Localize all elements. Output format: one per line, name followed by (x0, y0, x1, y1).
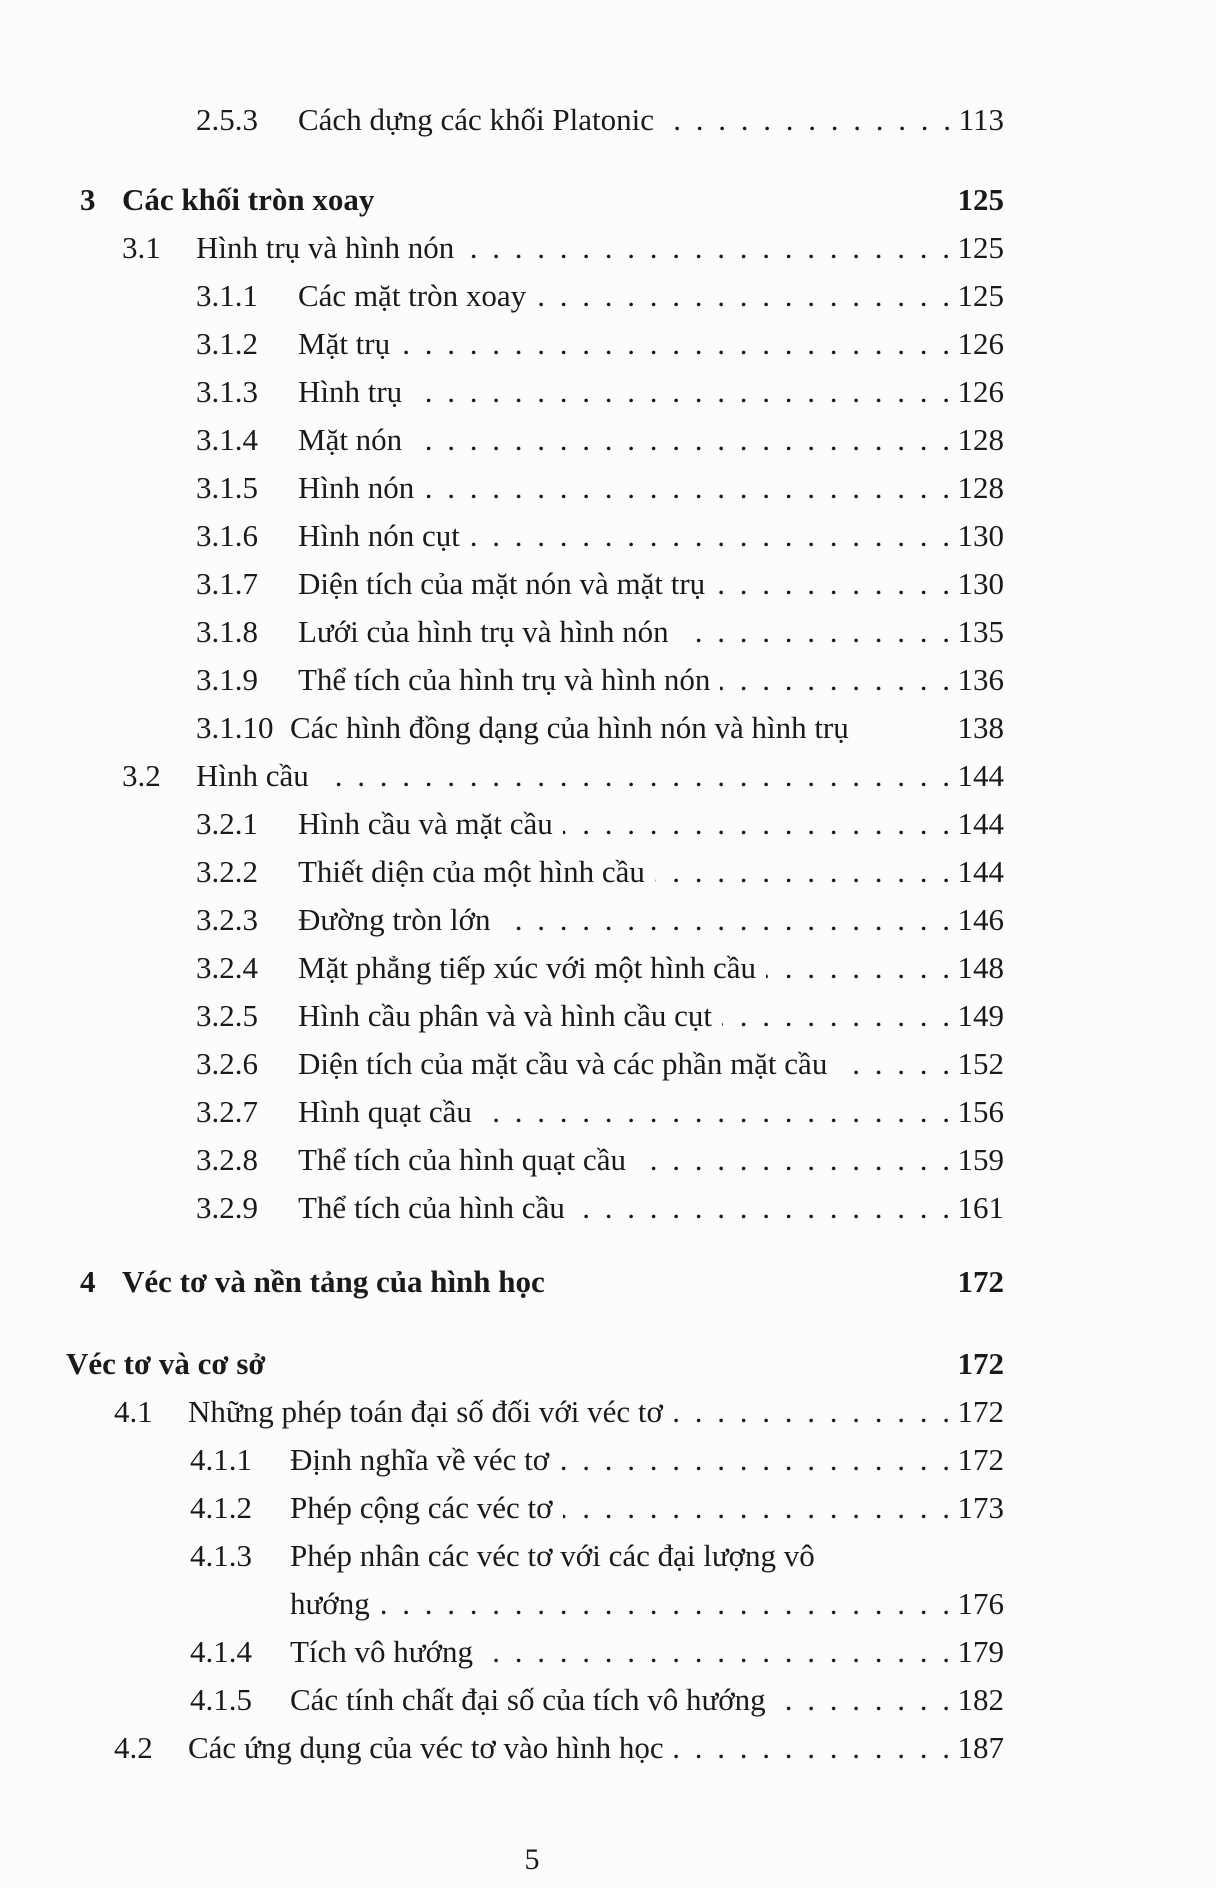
dot-leader (563, 800, 950, 848)
dot-leader (837, 1040, 950, 1088)
entry-number: 3.1.7 (196, 566, 258, 601)
entry-title: Hình quạt cầu (298, 1094, 472, 1129)
entry-page-number: 138 (957, 710, 1004, 745)
entry-page-number: 173 (957, 1490, 1004, 1525)
toc-entry (0, 1388, 1216, 1436)
toc-entry (0, 896, 1216, 944)
entry-page-number: 159 (957, 1142, 1004, 1177)
dot-leader (636, 1136, 950, 1184)
entry-page-number: 172 (957, 1346, 1004, 1381)
entry-page-number: 182 (957, 1682, 1004, 1717)
entry-title: Định nghĩa về véc tơ (290, 1442, 550, 1477)
dot-leader (400, 320, 950, 368)
dot-leader (673, 1388, 950, 1436)
entry-page-number: 113 (958, 102, 1004, 137)
entry-number: 3.2.6 (196, 1046, 258, 1081)
entry-number: 3 (80, 182, 96, 217)
dot-leader (766, 944, 950, 992)
dot-leader (536, 272, 950, 320)
toc-entry (0, 848, 1216, 896)
dot-leader (412, 416, 950, 464)
dot-leader (664, 96, 951, 144)
dot-leader (464, 224, 950, 272)
toc-entry (0, 560, 1216, 608)
entry-title: Các hình đồng dạng của hình nón và hình trụ (290, 710, 849, 745)
entry-number: 3.1.4 (196, 422, 258, 457)
toc-entry (0, 1184, 1216, 1232)
toc-entry (0, 96, 1216, 144)
entry-page-number: 176 (957, 1586, 1004, 1621)
entry-number: 4.1.1 (190, 1442, 252, 1477)
dot-leader (412, 368, 950, 416)
entry-page-number: 152 (957, 1046, 1004, 1081)
entry-number: 3.2.9 (196, 1190, 258, 1225)
entry-number: 3.1 (122, 230, 161, 265)
entry-title: hướng (290, 1586, 370, 1621)
entry-page-number: 161 (957, 1190, 1004, 1225)
entry-number: 3.1.5 (196, 470, 258, 505)
dot-leader (563, 1484, 950, 1532)
page-number: 5 (524, 1843, 540, 1876)
entry-number: 4.1 (114, 1394, 153, 1429)
entry-number: 2.5.3 (196, 102, 258, 137)
entry-title: Thiết diện của một hình cầu (298, 854, 645, 889)
entry-number: 3.1.10 (196, 710, 274, 745)
entry-number: 3.2.4 (196, 950, 258, 985)
toc-chapter-entry (0, 1258, 1216, 1306)
entry-number: 3.2.3 (196, 902, 258, 937)
entry-title: Các mặt tròn xoay (298, 278, 527, 313)
entry-page-number: 144 (957, 854, 1004, 889)
toc-entry (0, 1484, 1216, 1532)
entry-title: Đường tròn lớn (298, 902, 491, 937)
entry-title: Phép cộng các véc tơ (290, 1490, 553, 1525)
toc-entry (0, 320, 1216, 368)
entry-title: Diện tích của mặt cầu và các phần mặt cầu (298, 1046, 828, 1081)
entry-page-number: 130 (957, 566, 1004, 601)
entry-number: 3.2.8 (196, 1142, 258, 1177)
entry-title: Véc tơ và cơ sở (66, 1346, 266, 1381)
dot-leader (380, 1580, 950, 1628)
toc-entry (0, 272, 1216, 320)
entry-number: 4.1.4 (190, 1634, 252, 1669)
entry-page-number: 148 (957, 950, 1004, 985)
entry-title: Hình trụ (298, 374, 403, 409)
entry-page-number: 128 (957, 422, 1004, 457)
dot-leader (575, 1184, 950, 1232)
entry-title: Lưới của hình trụ và hình nón (298, 614, 669, 649)
entry-title: Cách dựng các khối Platonic (298, 102, 654, 137)
entry-number: 4.1.5 (190, 1682, 252, 1717)
dot-leader (559, 1436, 950, 1484)
toc-entry (0, 1040, 1216, 1088)
entry-page-number: 130 (957, 518, 1004, 553)
toc-entry (0, 992, 1216, 1040)
toc-entry (0, 1580, 1216, 1628)
entry-number: 4.1.2 (190, 1490, 252, 1525)
entry-number: 3.1.6 (196, 518, 258, 553)
toc-entry (0, 416, 1216, 464)
toc-entry (0, 368, 1216, 416)
entry-title: Diện tích của mặt nón và mặt trụ (298, 566, 706, 601)
dot-leader (722, 992, 950, 1040)
dot-leader (424, 464, 950, 512)
toc-entry (0, 512, 1216, 560)
dot-leader (720, 656, 950, 704)
entry-title: Mặt phẳng tiếp xúc với một hình cầu (298, 950, 757, 985)
toc-entry (0, 704, 1216, 752)
toc-chapter-entry (0, 176, 1216, 224)
entry-page-number: 144 (957, 758, 1004, 793)
entry-page-number: 125 (957, 230, 1004, 265)
toc-entry (0, 1136, 1216, 1184)
entry-page-number: 187 (957, 1730, 1004, 1765)
toc-entry (0, 1628, 1216, 1676)
toc-entry (0, 944, 1216, 992)
entry-title: Các khối tròn xoay (122, 182, 375, 217)
entry-page-number: 172 (957, 1394, 1004, 1429)
entry-title: Hình cầu và mặt cầu (298, 806, 553, 841)
entry-page-number: 136 (957, 662, 1004, 697)
toc-chapter-entry (0, 1340, 1216, 1388)
toc-entry (0, 1088, 1216, 1136)
entry-number: 3.2.7 (196, 1094, 258, 1129)
entry-number: 3.1.8 (196, 614, 258, 649)
entry-page-number: 144 (957, 806, 1004, 841)
entry-number: 3.1.9 (196, 662, 258, 697)
toc-entry (0, 1676, 1216, 1724)
dot-leader (674, 1724, 950, 1772)
entry-number: 3.1.3 (196, 374, 258, 409)
entry-title: Mặt nón (298, 422, 403, 457)
dot-leader (679, 608, 950, 656)
entry-page-number: 156 (957, 1094, 1004, 1129)
entry-page-number: 126 (957, 326, 1004, 361)
toc-entry (0, 752, 1216, 800)
entry-title: Hình cầu phân và và hình cầu cụt (298, 998, 713, 1033)
entry-title: Phép nhân các véc tơ với các đại lượng vô (290, 1538, 815, 1573)
entry-page-number: 172 (957, 1442, 1004, 1477)
entry-number: 3.2.2 (196, 854, 258, 889)
toc-entry (0, 608, 1216, 656)
entry-number: 4.1.3 (190, 1538, 252, 1573)
entry-number: 4.2 (114, 1730, 153, 1765)
entry-title: Các tính chất đại số của tích vô hướng (290, 1682, 766, 1717)
toc-entry (0, 224, 1216, 272)
entry-number: 3.2 (122, 758, 161, 793)
dot-leader (655, 848, 950, 896)
entry-page-number: 179 (957, 1634, 1004, 1669)
entry-title: Các ứng dụng của véc tơ vào hình học (188, 1730, 664, 1765)
dot-leader (482, 1088, 950, 1136)
entry-page-number: 172 (957, 1264, 1004, 1299)
entry-page-number: 125 (957, 278, 1004, 313)
entry-title: Thể tích của hình quạt cầu (298, 1142, 626, 1177)
entry-title: Hình trụ và hình nón (196, 230, 455, 265)
entry-page-number: 149 (957, 998, 1004, 1033)
entry-page-number: 126 (957, 374, 1004, 409)
toc-entry (0, 1724, 1216, 1772)
dot-leader (319, 752, 950, 800)
entry-page-number: 125 (957, 182, 1004, 217)
entry-page-number: 128 (957, 470, 1004, 505)
entry-number: 4 (80, 1264, 96, 1299)
toc-entry (0, 800, 1216, 848)
toc-entry (0, 1532, 1216, 1580)
entry-title: Hình cầu (196, 758, 309, 793)
entry-title: Hình nón cụt (298, 518, 460, 553)
entry-number: 3.1.2 (196, 326, 258, 361)
entry-title: Mặt trụ (298, 326, 391, 361)
entry-title: Thể tích của hình cầu (298, 1190, 565, 1225)
entry-number: 3.2.1 (196, 806, 258, 841)
entry-number: 3.1.1 (196, 278, 258, 313)
entry-title: Tích vô hướng (290, 1634, 474, 1669)
dot-leader (483, 1628, 950, 1676)
dot-leader (470, 512, 950, 560)
entry-number: 3.2.5 (196, 998, 258, 1033)
entry-title: Véc tơ và nền tảng của hình học (122, 1264, 545, 1299)
entry-title: Những phép toán đại số đối với véc tơ (188, 1394, 663, 1429)
entry-title: Thể tích của hình trụ và hình nón (298, 662, 711, 697)
toc-entry (0, 1436, 1216, 1484)
toc-entry (0, 656, 1216, 704)
entry-page-number: 135 (957, 614, 1004, 649)
toc-entry (0, 464, 1216, 512)
entry-page-number: 146 (957, 902, 1004, 937)
dot-leader (501, 896, 950, 944)
dot-leader (776, 1676, 950, 1724)
dot-leader (715, 560, 950, 608)
entry-title: Hình nón (298, 470, 415, 505)
